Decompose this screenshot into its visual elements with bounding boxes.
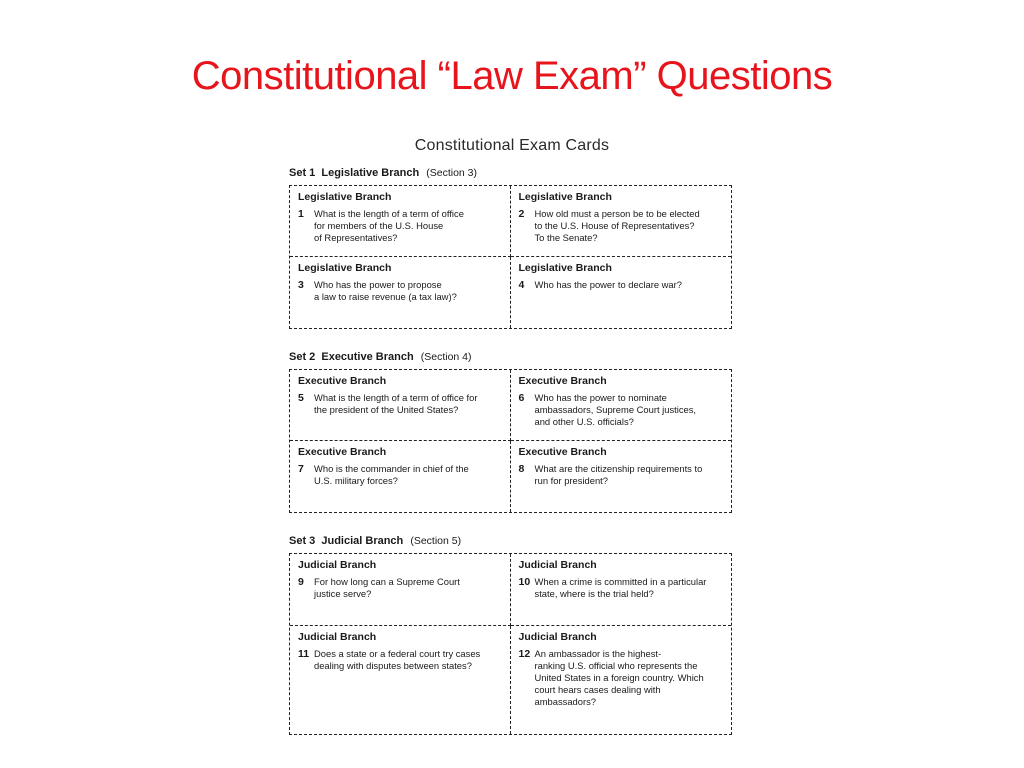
card-question — [519, 648, 724, 708]
card-question — [519, 392, 724, 428]
card-title: Legislative Branch — [518, 262, 612, 274]
question-text: What are the citizenship requirements to run for president? — [534, 463, 703, 486]
set-number: Set 3 — [289, 535, 316, 547]
question-text: An ambassador is the highest- ranking U.S. official who represents the United States in a foreign country. Which court hears cases dealing with ambassadors? — [534, 648, 704, 707]
card-question — [298, 279, 502, 303]
card-question — [519, 576, 724, 600]
exam-card — [290, 441, 511, 512]
question-number: 4 — [518, 279, 525, 291]
question-number: 6 — [518, 392, 525, 404]
set-section: (Section 4) — [420, 351, 472, 363]
card-question — [519, 279, 724, 291]
set-number: Set 1 — [289, 167, 316, 179]
card-title: Executive Branch — [298, 446, 387, 458]
exam-card — [290, 257, 511, 328]
question-text: For how long can a Supreme Court justice serve? — [314, 576, 460, 599]
question-number: 5 — [298, 392, 304, 404]
question-text: Who has the power to declare war? — [534, 279, 682, 290]
card-title: Legislative Branch — [518, 191, 612, 203]
question-text: Who has the power to nominate ambassadors, Supreme Court justices, and other U.S. officials? — [534, 392, 697, 427]
exam-card — [290, 186, 511, 257]
question-number: 12 — [518, 648, 531, 660]
set-number: Set 2 — [289, 351, 316, 363]
question-number: 10 — [518, 576, 531, 588]
card-grid — [289, 185, 732, 329]
card-question — [298, 463, 502, 487]
question-number: 1 — [298, 208, 304, 220]
card-grid — [289, 369, 732, 513]
question-text: Does a state or a federal court try cases dealing with disputes between states? — [314, 648, 481, 671]
document-heading: Constitutional Exam Cards — [414, 137, 610, 154]
question-text: When a crime is committed in a particular state, where is the trial held? — [534, 576, 707, 599]
card-question — [298, 392, 502, 416]
exam-card — [511, 626, 732, 734]
set-2 — [289, 350, 732, 513]
question-text: What is the length of a term of office for members of the U.S. House of Representatives? — [314, 208, 464, 243]
set-name: Legislative Branch — [321, 167, 420, 179]
set-section: (Section 3) — [426, 167, 478, 179]
card-title: Executive Branch — [298, 375, 387, 387]
card-title: Judicial Branch — [518, 559, 597, 571]
card-question — [519, 463, 724, 487]
card-title: Judicial Branch — [298, 631, 377, 643]
card-question — [519, 208, 724, 244]
set-name: Executive Branch — [321, 351, 414, 363]
card-question — [298, 208, 502, 244]
card-title: Judicial Branch — [518, 631, 597, 643]
card-title: Executive Branch — [518, 375, 607, 387]
card-grid — [289, 553, 732, 735]
question-number: 7 — [298, 463, 304, 475]
exam-card — [290, 626, 511, 734]
set-label — [289, 534, 732, 550]
question-text: Who has the power to propose a law to raise revenue (a tax law)? — [314, 279, 457, 302]
slide-title: Constitutional “Law Exam” Questions — [191, 54, 833, 98]
question-text: What is the length of a term of office for the president of the United States? — [314, 392, 478, 415]
card-title: Legislative Branch — [298, 262, 392, 274]
set-label — [289, 350, 732, 366]
card-question — [298, 576, 502, 600]
exam-card — [511, 554, 732, 626]
set-label — [289, 166, 732, 182]
question-text: How old must a person be to be elected to the U.S. House of Representatives? To the Senate? — [534, 208, 700, 243]
question-text: Who is the commander in chief of the U.S. military forces? — [314, 463, 469, 486]
exam-card — [511, 441, 732, 512]
exam-card — [511, 370, 732, 441]
set-name: Judicial Branch — [321, 535, 404, 547]
question-number: 3 — [298, 279, 304, 291]
exam-card — [511, 257, 732, 328]
exam-card — [511, 186, 732, 257]
card-question — [298, 648, 502, 672]
set-section: (Section 5) — [410, 535, 462, 547]
question-number: 2 — [518, 208, 525, 220]
question-number: 9 — [298, 576, 304, 588]
card-title: Legislative Branch — [298, 191, 392, 203]
card-title: Executive Branch — [518, 446, 607, 458]
question-number: 11 — [298, 648, 310, 660]
set-3 — [289, 534, 732, 735]
set-1 — [289, 166, 732, 329]
question-number: 8 — [518, 463, 525, 475]
exam-card — [290, 554, 511, 626]
exam-card — [290, 370, 511, 441]
card-title: Judicial Branch — [298, 559, 377, 571]
